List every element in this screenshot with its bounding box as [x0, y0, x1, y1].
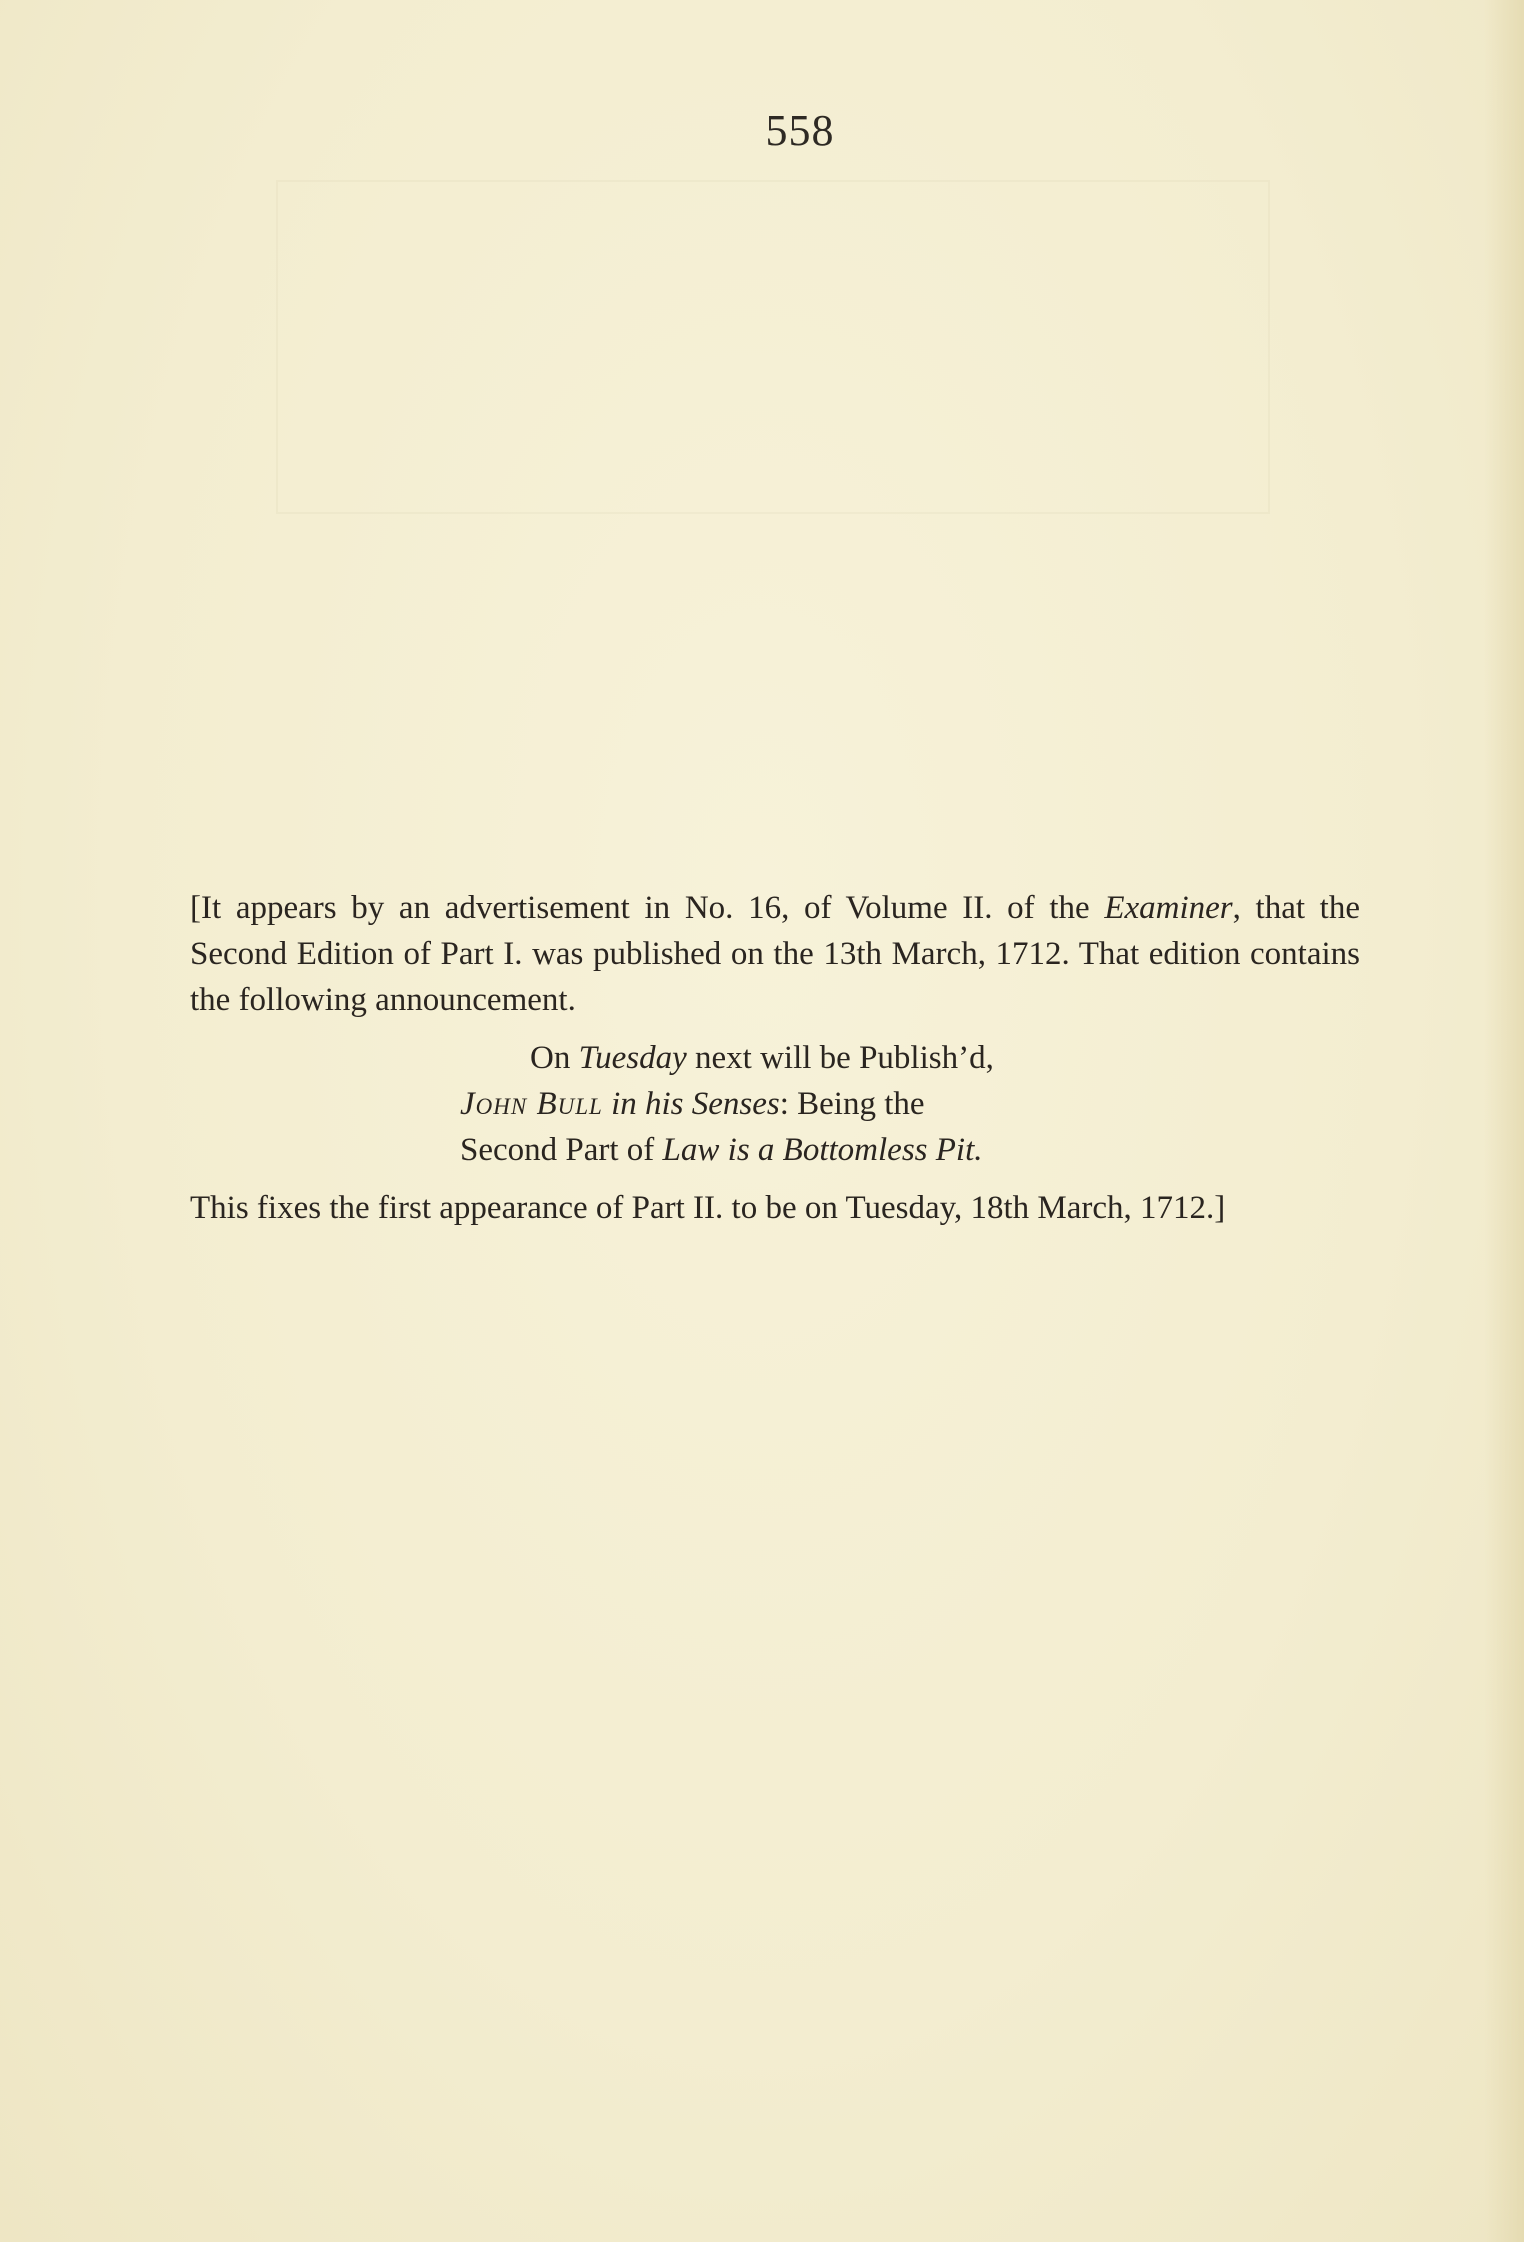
intro-text-start: [It appears by an advertisement in No. 16, of Volume II. of the: [190, 890, 1105, 926]
body-text: [190, 885, 1360, 1231]
announcement-line-2: [460, 1081, 1110, 1127]
page-number: 558: [765, 106, 835, 155]
show-through-frame: [276, 180, 1270, 514]
announcement-line-1: [460, 1035, 1110, 1081]
announcement-space: [603, 1086, 611, 1122]
closing-paragraph: This fixes the first appearance of Part II. to be on Tuesday, 18th March, 1712.]: [190, 1190, 1226, 1226]
john-bull-title: John Bull: [460, 1086, 603, 1122]
announcement-tuesday: Tuesday: [578, 1040, 687, 1076]
intro-paragraph: [190, 885, 1360, 1023]
announcement-line-3: [460, 1127, 1110, 1173]
announcement-block: [460, 1035, 1110, 1173]
announcement-on: On: [530, 1040, 579, 1076]
law-bottomless-pit-title: Law is a Bottomless Pit.: [662, 1132, 983, 1168]
page-edge-shadow: [1484, 0, 1524, 2242]
intro-text-end: , that the Second Edition of Part I. was published on the 13th March, 1712. That edition contains the following announcement.: [190, 890, 1360, 1018]
examiner-title: Examiner: [1104, 890, 1233, 926]
announcement-publish: next will be Publish’d,: [686, 1040, 994, 1076]
in-his-senses-title: in his Senses: [611, 1086, 780, 1122]
announcement-second-part: Second Part of: [460, 1132, 663, 1168]
announcement-being: : Being the: [779, 1086, 925, 1122]
